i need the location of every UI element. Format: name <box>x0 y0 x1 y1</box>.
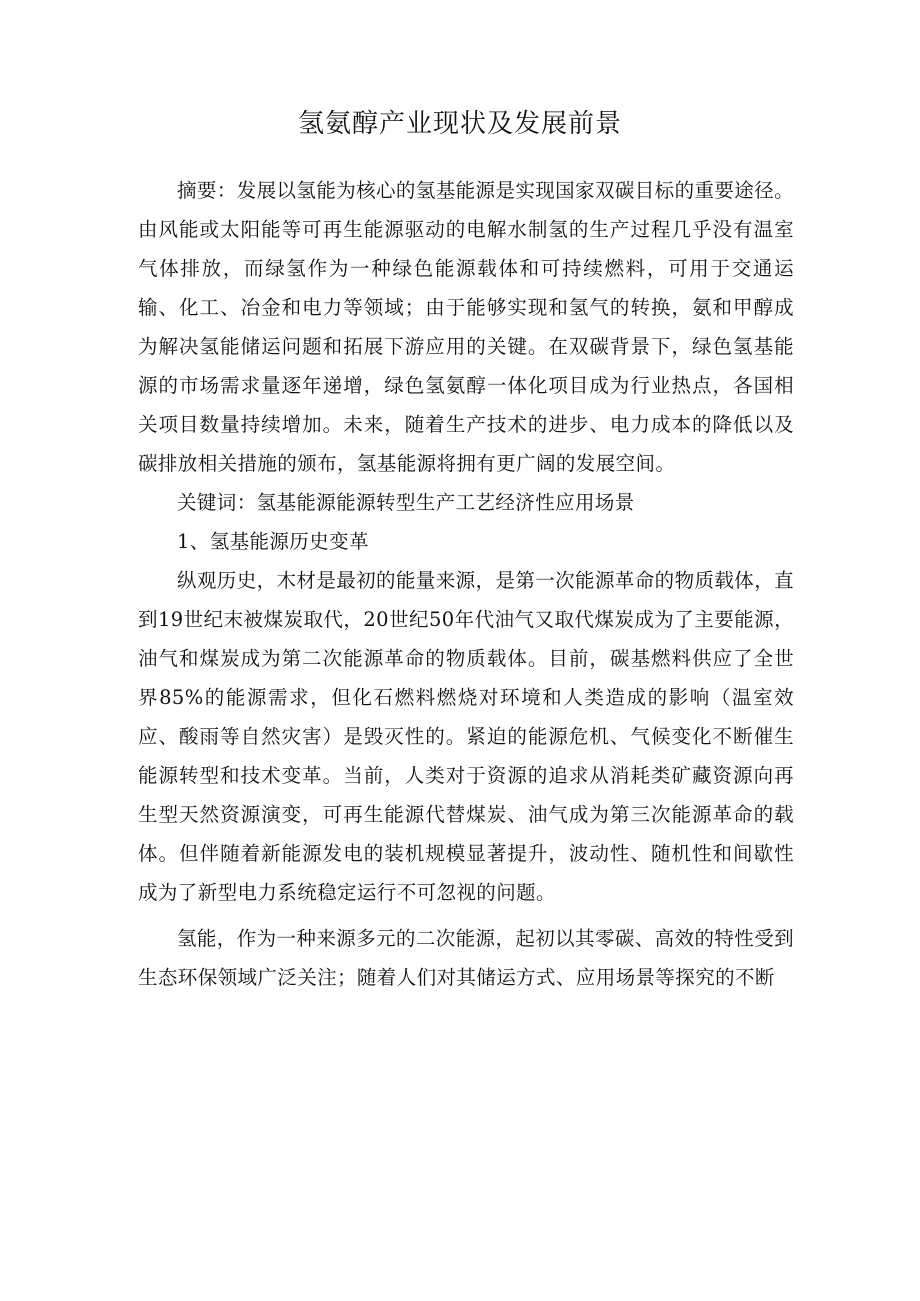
keywords-paragraph: 关键词：氢基能源能源转型生产工艺经济性应用场景 <box>177 491 635 514</box>
history-paragraph: 纵观历史，木材是最初的能量来源，是第一次能源革命的物质载体，直到19世纪末被煤炭取代，20世纪50年代油气又取代煤炭成为了主要能源，油气和煤炭成为第二次能源革命的物质载体。目前，碳基燃料供应了全世界85%的能源需求，但化石燃料燃烧对环境和人类造成的影响（温室效应、酸雨等自然灾害）是毁灭性的。紧迫的能源危机、气候变化不断催生能源转型和技术变革。当前，人类对于资源的追求从消耗类矿藏资源向再生型天然资源演变，可再生能源代替煤炭、油气成为第三次能源革命的载体。但伴随着新能源发电的装机规模显著提升，波动性、随机性和间歇性成为了新型电力系统稳定运行不可忽视的问题。 <box>138 569 794 904</box>
section-heading: 1、氢基能源历史变革 <box>177 530 369 553</box>
document-title: 氢氨醇产业现状及发展前景 <box>297 109 622 139</box>
hydrogen-paragraph: 氢能，作为一种来源多元的二次能源，起初以其零碳、高效的特性受到生态环保领域广泛关注；随着人们对其储运方式、应用场景等探究的不断 <box>138 927 794 989</box>
document-body <box>138 171 794 997</box>
abstract-paragraph: 摘要：发展以氢能为核心的氢基能源是实现国家双碳目标的重要途径。由风能或太阳能等可再生能源驱动的电解水制氢的生产过程几乎没有温室气体排放，而绿氢作为一种绿色能源载体和可持续燃料，可用于交通运输、化工、冶金和电力等领域；由于能够实现和氢气的转换，氨和甲醇成为解决氢能储运问题和拓展下游应用的关键。在双碳背景下，绿色氢基能源的市场需求量逐年递增，绿色氢氨醇一体化项目成为行业热点，各国相关项目数量持续增加。未来，随着生产技术的进步、电力成本的降低以及碳排放相关措施的颁布，氢基能源将拥有更广阔的发展空间。 <box>138 179 794 475</box>
